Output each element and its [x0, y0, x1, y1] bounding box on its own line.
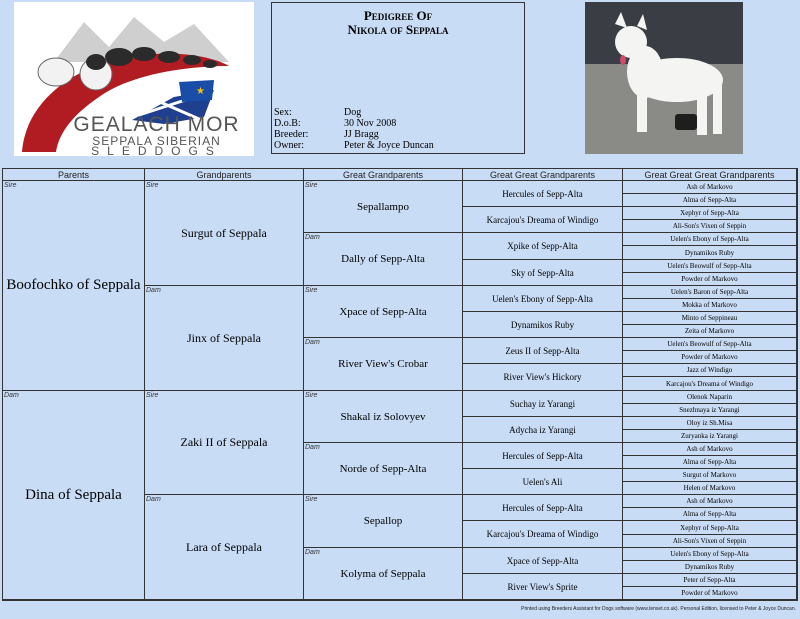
sire-tag: Sire	[305, 287, 318, 294]
info-value: 30 Nov 2008	[344, 118, 397, 129]
dog-name: Boofochko of Seppala	[6, 277, 141, 293]
dog-name: Ali-Son's Vixen of Seppin	[672, 537, 747, 545]
dog-name: River View's Crobar	[338, 358, 428, 370]
info-row	[274, 118, 434, 129]
info-row	[274, 107, 434, 118]
dog-name: Dynamikos Ruby	[684, 248, 735, 257]
dog-name: Zuryanka iz Yarangi	[681, 432, 738, 440]
dog-name: Sepallampo	[357, 200, 409, 213]
kennel-subtitle: SEPPALA SIBERIAN	[92, 134, 221, 148]
pedigree-cell	[463, 364, 623, 391]
dog-name: Norde of Sepp-Alta	[339, 462, 427, 475]
dog-name: Alma of Sepp-Alta	[682, 196, 737, 204]
dog-name: Xephyr of Sepp-Alta	[680, 209, 739, 217]
dog-name: Dynamikos Ruby	[510, 319, 575, 330]
dam-tag: Dam	[305, 339, 320, 346]
pedigree-cell	[463, 469, 623, 495]
pedigree-cell	[623, 456, 797, 469]
pedigree-cell	[463, 260, 623, 286]
dog-name: Xephyr of Sepp-Alta	[680, 523, 739, 532]
pedigree-cell	[623, 469, 797, 482]
column-header: Grandparents	[145, 169, 304, 181]
pedigree-cell	[623, 521, 797, 535]
column-header: Great Great Great Grandparents	[623, 169, 797, 181]
pedigree-cell	[463, 207, 623, 233]
sire-tag: Sire	[305, 496, 318, 503]
pedigree-cell	[623, 364, 797, 377]
pedigree-cell	[304, 233, 463, 286]
info-label: Sex:	[274, 107, 292, 118]
sire-tag: Sire	[146, 392, 159, 399]
dog-name: Xpace of Sepp-Alta	[506, 555, 579, 566]
dog-name: Uelen's Beowulf of Sepp-Alta	[667, 262, 752, 270]
pedigree-cell	[304, 391, 463, 443]
dog-name: Peter of Sepp-Alta	[683, 576, 736, 584]
dog-name: Alma of Sepp-Alta	[682, 510, 737, 518]
pedigree-cell	[304, 495, 463, 548]
dog-name: Surgut of Seppala	[181, 225, 267, 240]
pedigree-cell	[463, 391, 623, 417]
dog-name: Ash of Markovo	[686, 445, 733, 453]
pedigree-cell	[623, 260, 797, 273]
pedigree-cell	[623, 417, 797, 430]
pedigree-cell	[3, 181, 145, 391]
dog-name: Powder of Markovo	[681, 275, 738, 283]
pedigree-cell	[623, 548, 797, 561]
pedigree-cell	[145, 495, 304, 600]
dog-name: Helen of Markovo	[683, 484, 736, 492]
dog-name: Snezhnaya iz Yarangi	[679, 406, 740, 414]
column-header: Great Great Grandparents	[463, 169, 623, 181]
sire-tag: Sire	[305, 182, 318, 189]
pedigree-cell	[463, 286, 623, 312]
dog-name: Adycha iz Yarangi	[509, 424, 576, 435]
dog-name: Oloy iz Sh.Misa	[686, 419, 733, 427]
pedigree-cell	[623, 273, 797, 286]
pedigree-cell	[623, 587, 797, 600]
dog-name: River View's Sprite	[507, 581, 578, 592]
info-label: Breeder:	[274, 129, 309, 140]
column-header: Parents	[3, 169, 145, 181]
svg-text:★: ★	[196, 86, 205, 97]
pedigree-cell	[463, 181, 623, 207]
dog-name: Sepallop	[363, 515, 403, 527]
pedigree-cell	[3, 391, 145, 600]
pedigree-cell	[623, 561, 797, 574]
pedigree-cell	[623, 233, 797, 246]
dog-name: Zaki II of Seppala	[180, 435, 268, 449]
pedigree-cell	[623, 495, 797, 508]
dog-name: Suchay iz Yarangi	[509, 398, 576, 409]
pedigree-table	[2, 168, 798, 601]
dog-name: Karcajou's Dreama of Windigo	[486, 529, 599, 539]
pedigree-cell	[145, 286, 304, 391]
pedigree-cell	[304, 443, 463, 495]
dog-name: Jazz of Windigo	[686, 366, 733, 374]
sire-tag: Sire	[305, 392, 318, 399]
pedigree-cell	[463, 443, 623, 469]
pedigree-cell	[463, 521, 623, 548]
dam-tag: Dam	[146, 496, 161, 503]
pedigree-cell	[463, 495, 623, 521]
pedigree-cell	[623, 338, 797, 351]
dog-name: Minto of Seppineau	[681, 314, 738, 322]
dog-name: Dynamikos Ruby	[684, 563, 735, 571]
pedigree-cell	[623, 286, 797, 299]
dog-name: Zeus II of Sepp-Alta	[505, 345, 580, 356]
pedigree-cell	[623, 482, 797, 495]
pedigree-cell	[623, 574, 797, 587]
dog-name: Uelen's Ebony of Sepp-Alta	[492, 293, 593, 304]
column-header: Great Grandparents	[304, 169, 463, 181]
pedigree-cell	[463, 417, 623, 443]
dog-name: Sky of Sepp-Alta	[511, 267, 574, 278]
white-husky-photo-icon	[585, 2, 743, 154]
dog-name: Ash of Markovo	[686, 183, 733, 191]
info-row	[274, 129, 434, 140]
dog-photo	[585, 2, 743, 154]
info-rows	[274, 107, 434, 151]
pedigree-cell	[304, 286, 463, 338]
pedigree-cell	[623, 246, 797, 260]
dog-name: Kolyma of Seppala	[340, 567, 426, 580]
title-line-1: Pedigree Of	[363, 8, 433, 23]
pedigree-cell	[463, 233, 623, 260]
pedigree-cell	[623, 220, 797, 233]
pedigree-cell	[304, 548, 463, 600]
pedigree-cell	[623, 391, 797, 404]
pedigree-cell	[463, 338, 623, 364]
pedigree-cell	[145, 181, 304, 286]
info-label: Owner:	[274, 140, 304, 151]
pedigree-cell	[463, 574, 623, 600]
dog-name: Mokka of Markovo	[682, 301, 737, 309]
sire-tag: Sire	[146, 182, 159, 189]
pedigree-cell	[623, 508, 797, 521]
pedigree-cell	[623, 194, 797, 207]
pedigree-cell	[623, 430, 797, 443]
pedigree-cell	[623, 351, 797, 364]
title-line-2: Nikola of Seppala	[347, 22, 449, 37]
dog-name: Karcajou's Dreama of Windigo	[666, 379, 753, 388]
dog-name: Jinx of Seppala	[187, 330, 261, 345]
dog-name: Uelen's Ebony of Sepp-Alta	[670, 550, 749, 558]
dog-name: Powder of Markovo	[681, 589, 738, 597]
kennel-logo	[14, 2, 254, 156]
kennel-brand-name: GEALACH MOR	[73, 113, 240, 136]
pedigree-cell	[623, 404, 797, 417]
dog-name: Uelen's Ali	[522, 476, 563, 487]
dog-name: Powder of Markovo	[681, 353, 738, 361]
dog-name: Dina of Seppala	[25, 486, 122, 503]
pedigree-cell	[623, 535, 797, 548]
dam-tag: Dam	[305, 549, 320, 556]
pedigree-cell	[304, 181, 463, 233]
dog-name: Lara of Seppala	[186, 539, 262, 554]
info-label: D.o.B:	[274, 118, 301, 129]
dog-name: Hercules of Sepp-Alta	[502, 188, 583, 199]
pedigree-title	[272, 9, 524, 37]
dam-tag: Dam	[305, 234, 320, 241]
pedigree-cell	[463, 312, 623, 338]
pedigree-cell	[623, 377, 797, 391]
dog-name: Xpace of Sepp-Alta	[339, 305, 427, 318]
info-value: Dog	[344, 107, 362, 118]
dog-name: Olenok Naparin	[687, 393, 732, 401]
dog-name: Hercules of Sepp-Alta	[502, 502, 583, 513]
dog-name: Uelen's Ebony of Sepp-Alta	[670, 235, 749, 243]
dog-name: Xpike of Sepp-Alta	[507, 241, 578, 251]
dam-tag: Dam	[4, 392, 19, 399]
pedigree-cell	[623, 443, 797, 456]
dog-name: Ash of Markovo	[686, 497, 733, 505]
dog-name: River View's Hickory	[503, 372, 582, 382]
info-value: Peter & Joyce Duncan	[344, 140, 434, 151]
pedigree-cell	[623, 312, 797, 325]
info-value: JJ Bragg	[344, 129, 379, 140]
dog-name: Uelen's Baron of Sepp-Alta	[670, 288, 749, 296]
pedigree-cell	[304, 338, 463, 391]
pedigree-cell	[145, 391, 304, 495]
dog-name: Uelen's Beowulf of Sepp-Alta	[667, 340, 752, 348]
dam-tag: Dam	[146, 287, 161, 294]
dog-name: Hercules of Sepp-Alta	[502, 450, 583, 461]
info-row	[274, 140, 434, 151]
dam-tag: Dam	[305, 444, 320, 451]
software-footer: Printed using Breeders Assistant for Dogs software (www.tenset.co.uk). Personal Edition, licensed to Peter & Joyce Duncan.	[521, 606, 796, 612]
pedigree-cell	[623, 207, 797, 220]
dog-info-panel	[271, 2, 525, 154]
pedigree-cell	[623, 299, 797, 312]
dog-name: Zeita of Markovo	[684, 327, 735, 335]
dog-name: Alma of Sepp-Alta	[682, 458, 737, 466]
kennel-subtitle-2: SLEDDOGS	[91, 144, 222, 156]
dog-name: Dally of Sepp-Alta	[341, 253, 425, 265]
pedigree-cell	[623, 181, 797, 194]
pedigree-cell	[463, 548, 623, 574]
dog-name: Surgut of Markovo	[682, 471, 737, 479]
sire-tag: Sire	[4, 182, 17, 189]
dog-name: Ali-Son's Vixen of Seppin	[672, 222, 747, 230]
dog-name: Karcajou's Dreama of Windigo	[486, 214, 599, 225]
dog-name: Shakal iz Solovyev	[340, 410, 426, 423]
pedigree-cell	[623, 325, 797, 338]
